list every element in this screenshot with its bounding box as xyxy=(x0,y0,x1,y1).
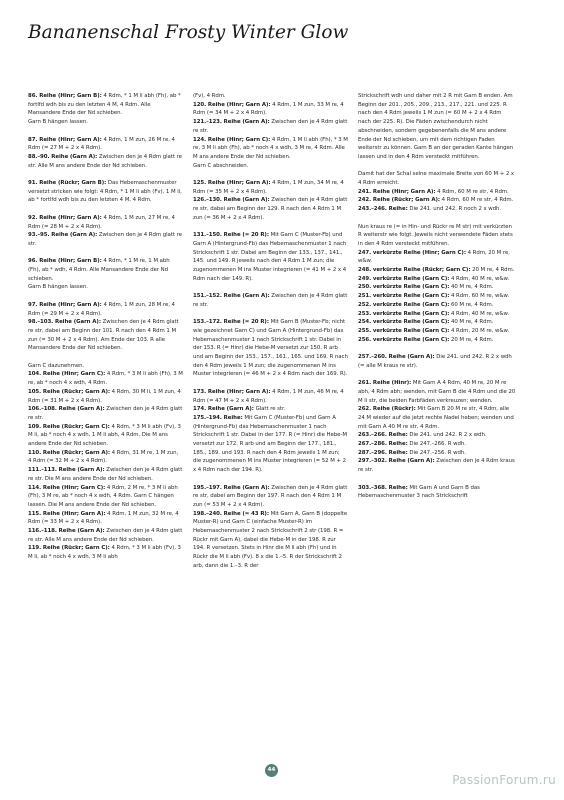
instruction-paragraph xyxy=(28,257,183,292)
instruction-paragraph xyxy=(193,179,348,196)
row-heading: 250. verkürzte Reihe (Garn C): xyxy=(358,284,450,291)
instruction-paragraph xyxy=(193,231,348,283)
instruction-paragraph xyxy=(358,449,516,458)
row-instruction-text: 4 Rdm, 20 M re, w&w. xyxy=(449,327,510,334)
row-heading: 91. Reihe (Rückr; Garn B): xyxy=(28,180,107,186)
row-instruction-text: Mit Garn C (Muster-Fb) und Garn A (Hintergrund-Fb) das Hebemaschenmuster 1 nach Strickschrift 1 str. Dabei am Beginn der 133., 137., 141., 145. und 149. R jeweils nach den 4 Rdm 1 M zun; die zugenommenen M ins Muster integrieren (= 41 M + 2 x 4 Rdm nach der 149. R). xyxy=(193,232,347,282)
text-column-2 xyxy=(193,92,348,571)
row-heading: 287.–296. Reihe: xyxy=(358,449,408,456)
row-heading: 251. verkürzte Reihe (Garn C): xyxy=(358,293,450,300)
instruction-paragraph xyxy=(28,544,183,561)
row-heading: 195.–197. Reihe (Garn A): xyxy=(193,484,270,491)
row-instruction-text: 4 Rdm, 1 M zun, 33 M re, 4 Rdm (= 34 M + 2 x 4 Rdm). xyxy=(193,101,344,117)
row-instruction-text: Zwischen den je 4 Rdm glatt re str. Alle M ans andere Ende der Nd schieben. xyxy=(28,528,183,543)
row-instruction-text: 4 Rdm, 1 M zun, 32 M re, 4 Rdm (= 33 M + 2 x 4 Rdm). xyxy=(28,510,179,526)
instruction-paragraph xyxy=(193,101,348,118)
instruction-paragraph xyxy=(193,405,348,414)
text-column-1 xyxy=(28,92,183,562)
instruction-paragraph xyxy=(193,510,348,571)
row-instruction-text: 4 Rdm, 60 M re str, 4 Rdm. xyxy=(435,188,509,195)
row-instruction-text: 4 Rdm, 40 M re, w&w. xyxy=(449,275,510,282)
instruction-paragraph xyxy=(193,318,348,379)
row-instruction-text: 4 Rdm, 1 M zun, 46 M re, 4 Rdm (= 47 M + 2 x 4 Rdm). xyxy=(193,388,344,404)
row-instruction-text: Zwischen den je 4 Rdm glatt re str. Die M ans andere Ende der Nd schieben. xyxy=(28,467,183,482)
row-heading: 92. Reihe (Hinr; Garn A): xyxy=(28,214,102,221)
row-heading: 115. Reihe (Hinr; Garn A): xyxy=(28,510,106,517)
row-instruction-text: Mit Garn A, Garn B (doppelte Muster-R) und Garn C (einfache Muster-R) im Hebemaschenmuster 2 nach Strickschrift 2 str (198. R = Rückr mit Garn A), dabei die Hebe-M in der 198. R zur 194. R versetzen. Stets in Hinr die M li abh (Fh) und in Rückr die M li abh (Fv). 8 x die 1.–5. R der Strickschrift 2 arb, dann die 1.–3. R der xyxy=(193,510,348,569)
instruction-paragraph xyxy=(358,353,516,370)
row-instruction-text: Mit Garn B 20 M re str, 4 Rdm, alle 24 M wieder auf die jetzt rechte Nadel heben; wenden und mit Garn A 40 M re str, 4 Rdm. xyxy=(358,406,514,430)
row-instruction-text: 4 Rdm, * 3 M li abh (Fv), 3 M li, ab * noch 4 x wdh, 1 M li abh, 4 Rdm. Die M ans andere Ende der Nd schieben. xyxy=(28,423,181,448)
instruction-paragraph xyxy=(193,196,348,222)
row-instruction-text: Zwischen den je 4 Rdm glatt re str. xyxy=(28,406,183,421)
row-heading: 110. Reihe (Rückr; Garn A): xyxy=(28,449,111,456)
instruction-paragraph xyxy=(28,484,183,510)
row-heading: 120. Reihe (Hinr; Garn A): xyxy=(193,101,271,108)
row-heading: 198.–240. Reihe (= 43 R): xyxy=(193,510,269,517)
row-heading: 262. Reihe (Rückr): xyxy=(358,406,416,413)
row-heading: 121.–123. Reihe (Garn A): xyxy=(193,119,270,126)
row-heading: 249. verkürzte Reihe (Garn C): xyxy=(358,275,450,282)
row-heading: 297.–302. Reihe (Garn A): xyxy=(358,458,435,465)
row-instruction-text: 4 Rdm, 31 M re, 1 M zun, 4 Rdm (= 32 M + 2 x 4 Rdm). xyxy=(28,449,179,465)
instruction-paragraph xyxy=(358,327,516,336)
row-instruction-text: Zwischen den je 4 Rdm glatt re str. xyxy=(193,119,348,134)
instruction-paragraph xyxy=(358,484,516,501)
instruction-paragraph xyxy=(28,179,183,205)
row-heading: 93.–95. Reihe (Garn A): xyxy=(28,232,98,239)
row-instruction-text: 4 Rdm, 60 M re str, 4 Rdm. xyxy=(440,197,514,204)
row-instruction-text: 20 M re, 4 Rdm. xyxy=(449,336,494,343)
instruction-paragraph xyxy=(358,301,516,310)
instruction-paragraph xyxy=(193,388,348,405)
row-heading: 255. verkürzte Reihe (Garn C): xyxy=(358,327,450,334)
instruction-paragraph xyxy=(28,423,183,449)
row-instruction-text: Zwischen den je 4 Rdm glatt re str, dabei am Beginn der 197. R nach den 4 Rdm 1 M zun (= 53 M + 2 x 4 Rdm). xyxy=(193,484,348,508)
row-instruction-text: Zwischen den je 4 Rdm kraus re str. xyxy=(358,458,515,474)
row-heading: 126.–130. Reihe (Garn A): xyxy=(193,197,270,204)
instruction-paragraph xyxy=(28,449,183,466)
instruction-paragraph xyxy=(358,310,516,319)
instruction-paragraph xyxy=(358,440,516,449)
row-instruction-text: 4 Rdm, * 1 M li abh (Fh), ab * fortlfd wdh bis zu den letzten 4 M, 4 Rdm. Alle Mansandere Ende der Nd schieben. Garn B hängen lassen. xyxy=(28,93,181,126)
instruction-paragraph xyxy=(358,379,516,405)
row-heading: 248. verkürzte Reihe (Rückr; Garn C): xyxy=(358,267,471,274)
row-heading: 267.–286. Reihe: xyxy=(358,441,408,448)
instruction-paragraph xyxy=(193,292,348,309)
row-instruction-text: Garn C dazunehmen. xyxy=(28,362,85,369)
row-instruction-text: Zwischen den je 4 Rdm glatt re str. Alle M ans andere Ende der Nd schieben. xyxy=(28,153,182,169)
row-heading: 86. Reihe (Hinr; Garn B): xyxy=(28,93,102,99)
instruction-paragraph xyxy=(358,205,516,214)
instruction-paragraph xyxy=(28,136,183,153)
instruction-paragraph xyxy=(193,118,348,135)
instruction-paragraph xyxy=(28,362,183,371)
row-heading: 125. Reihe (Hinr; Garn A): xyxy=(193,180,271,187)
row-instruction-text: Mit Garn B (Muster-Fb; nicht wie gezeichnet Garn C) und Garn A (Hintergrund-Fb) das Hebemaschenmuster 1 nach Strickschrift 1 str. Dabei in der 153. R (= Hinr) die Hebe-M versetzt zur 150. R arb und am Beginn der 153., 157., 161., 165. und 169. R nach den 4 Rdm jeweils 1 M zun; die zugenommenen M ins Muster integrieren (= 46 M + 2 x 4 Rdm nach der 169. R). xyxy=(193,319,348,378)
instruction-paragraph xyxy=(28,510,183,527)
watermark: PassionForum.ru xyxy=(452,773,556,787)
row-heading: 253. verkürzte Reihe (Garn C): xyxy=(358,310,450,317)
row-instruction-text: Strickschrift wdh und daher mit 2 R mit Garn B enden. Am Beginn der 201., 205., 209., 213., 217., 221. und 225. R nach den 4 Rdm jeweils 1 M zun (= 60 M + 2 x 4 Rdm nach der 225. R). Die Fäden zwischendurch nicht abschneiden, sondern gegebenenfalls die M ans andere Ende der Nd schieben, um mit dem richtigen Faden weiterstr zu können. Garn B an der geraden Kante hängen lassen und in den 4 Rdm versteckt mitführen. xyxy=(358,93,514,160)
row-instruction-text: Mit Garn A 4 Rdm, 40 M re, 20 M re abh, 4 Rdm abh; wenden, mit Garn B die 4 Rdm und die 20 M li str, die beiden Farbfäden verkreuzen; wenden. xyxy=(358,380,516,404)
instruction-paragraph xyxy=(28,318,183,353)
row-heading: 96. Reihe (Hinr; Garn B): xyxy=(28,258,102,265)
instruction-paragraph xyxy=(28,231,183,248)
row-instruction-text: 4 Rdm, 1 M zun, 34 M re, 4 Rdm (= 35 M + 2 x 4 Rdm). xyxy=(193,180,344,195)
instruction-paragraph xyxy=(28,388,183,405)
row-heading: 88.–90. Reihe (Garn A): xyxy=(28,153,98,160)
instruction-paragraph xyxy=(28,370,183,387)
row-heading: 109. Reihe (Rückr; Garn C): xyxy=(28,423,110,430)
instruction-paragraph xyxy=(28,405,183,422)
row-heading: 106.–108. Reihe (Garn A): xyxy=(28,406,105,413)
row-instruction-text: 4 Rdm, 1 M zun, 26 M re, 4 Rdm (= 27 M + 2 x 4 Rdm). xyxy=(28,136,175,152)
row-heading: 175.–194. Reihe: xyxy=(193,414,243,421)
row-instruction-text: Mit Garn A und Garn B das Hebemaschenmuster 3 nach Strickschrift xyxy=(358,484,480,500)
row-instruction-text: Die 241. und 242. R 2 x wdh. xyxy=(407,432,487,439)
row-heading: 174. Reihe (Garn A): xyxy=(193,406,254,413)
row-heading: 303.–368. Reihe: xyxy=(358,484,408,491)
row-heading: 243.–246. Reihe: xyxy=(358,206,408,213)
instruction-paragraph xyxy=(358,431,516,440)
row-heading: 124. Reihe (Hinr; Garn C): xyxy=(193,136,271,143)
row-instruction-text: 60 M re, 4 Rdm. xyxy=(449,301,494,308)
instruction-paragraph xyxy=(358,336,516,345)
instruction-paragraph xyxy=(358,170,516,187)
instruction-paragraph xyxy=(193,92,348,101)
row-instruction-text: Zwischen den je 4 Rdm glatt re str, dabei am Beginn der 129. R nach den 4 Rdm 1 M zun (= 36 M + 2 x 4 Rdm). xyxy=(193,197,348,221)
row-heading: 257.–260. Reihe (Garn A): xyxy=(358,354,435,361)
instruction-paragraph xyxy=(28,214,183,231)
text-column-3 xyxy=(358,92,516,501)
instruction-paragraph xyxy=(358,275,516,284)
row-instruction-text: 40 M re, 4 Rdm. xyxy=(449,319,494,326)
row-heading: 98.–103. Reihe (Garn A): xyxy=(28,319,101,326)
instruction-paragraph xyxy=(193,136,348,171)
row-heading: 131.–150. Reihe (= 20 R): xyxy=(193,232,269,239)
row-instruction-text: 4 Rdm, 1 M zun, 27 M re, 4 Rdm (= 28 M + 2 x 4 Rdm). xyxy=(28,214,175,230)
instruction-paragraph xyxy=(358,457,516,474)
instruction-paragraph xyxy=(358,292,516,301)
row-instruction-text: 4 Rdm, 1 M zun, 28 M re, 4 Rdm (= 29 M + 2 x 4 Rdm). xyxy=(28,301,175,317)
row-heading: 87. Reihe (Hinr; Garn A): xyxy=(28,136,102,143)
instruction-paragraph xyxy=(28,466,183,483)
row-instruction-text: Zwischen den je 4 Rdm glatt re str, dabei am Beginn der 101. R nach den 4 Rdm 1 M zun (= 30 M + 2 x 4 Rdm). Am Ende der 103. R alle Mansandere Ende der Nd schieben. xyxy=(28,319,179,352)
row-instruction-text: Zwischen den je 4 Rdm glatt re str. xyxy=(193,293,348,308)
instruction-paragraph xyxy=(28,153,183,170)
row-instruction-text: Die 241. und 242. R noch 2 x wdh. xyxy=(407,206,502,213)
instruction-paragraph xyxy=(358,405,516,431)
row-heading: 104. Reihe (Hinr; Garn C): xyxy=(28,371,106,378)
instruction-paragraph xyxy=(358,266,516,275)
row-instruction-text: Die 241. und 242. R 2 x wdh (= alle M kraus re str). xyxy=(358,354,512,369)
row-heading: 119. Reihe (Rückr; Garn C): xyxy=(28,545,110,552)
row-instruction-text: Die 247.–256. R wdh. xyxy=(407,449,466,456)
instruction-paragraph xyxy=(358,196,516,205)
row-instruction-text: Mit Garn C (Muster-Fb) und Garn A (Hintergrund-Fb) das Hebemaschenmuster 1 nach Strickschrift 1 str. Dabei in der 177. R (= Hinr) die Hebe-M versetzt zur 172. R arb und am Beginn der 177., 181., 185., 189. und 193. R nach den 4 Rdm jeweils 1 M zun; die zugenommenen M ins Muster integrieren (= 52 M + 2 x 4 Rdm nach der 194. R). xyxy=(193,414,347,474)
row-heading: 114. Reihe (Hinr; Garn C): xyxy=(28,484,106,491)
row-instruction-text: Das Hebemaschenmuster versetzt stricken wie folgt: 4 Rdm, * 1 M li abh (Fv), 1 M li, ab * fortlfd wdh bis zu den letzten 4 M, 4 Rdm. xyxy=(28,180,182,204)
instruction-paragraph xyxy=(358,318,516,327)
instruction-paragraph xyxy=(358,249,516,266)
row-heading: 105. Reihe (Rückr; Garn A): xyxy=(28,388,111,395)
row-instruction-text: 4 Rdm, 30 M li, 1 M zun, 4 Rdm (= 31 M + 2 x 4 Rdm). xyxy=(28,388,181,404)
row-instruction-text: 4 Rdm, 2 M re, * 3 M li abh (Fh), 3 M re, ab * noch 4 x wdh, 4 Rdm. Garn C hängen lassen. Die M ans andere Ende der Nd schieben. xyxy=(28,484,178,508)
row-instruction-text: 4 Rdm, 60 M re, w&w. xyxy=(449,293,510,300)
row-instruction-text: 4 Rdm, 40 M re, w&w. xyxy=(449,310,510,317)
instruction-paragraph xyxy=(358,92,516,162)
instruction-paragraph xyxy=(358,188,516,197)
row-instruction-text: Zwischen den je 4 Rdm glatt re str. xyxy=(28,232,182,247)
row-instruction-text: 4 Rdm, * 3 M li abh (Fh), 3 M re, ab * noch 4 x wdh, 4 Rdm. xyxy=(28,371,183,387)
row-instruction-text: Nun kraus re (= in Hin- und Rückr re M str) mit verkürzten R weiterstr wie folgt. Jeweils nicht verwendete Fäden stets in den 4 Rdm versteckt mitführen. xyxy=(358,223,513,247)
row-heading: 97. Reihe (Hinr; Garn A): xyxy=(28,301,102,308)
page-title: Bananenschal Frosty Winter Glow xyxy=(28,22,349,43)
row-instruction-text: 20 M re, 4 Rdm. xyxy=(470,267,515,274)
row-heading: 247. verkürzte Reihe (Hinr; Garn C): xyxy=(358,249,466,256)
row-heading: 153.–172. Reihe (= 20 R): xyxy=(193,319,269,326)
row-heading: 241. Reihe (Hinr; Garn A): xyxy=(358,188,436,195)
row-heading: 116.–118. Reihe (Garn A): xyxy=(28,528,105,535)
instruction-paragraph xyxy=(358,283,516,292)
row-instruction-text: 4 Rdm, 20 M re, w&w. xyxy=(358,249,510,265)
page-number-badge: 44 xyxy=(265,764,278,777)
row-instruction-text: 4 Rdm, 1 M li abh (Fh), * 3 M re, 3 M li abh (Fh), ab * noch 4 x wdh, 3 M re, 4 Rdm. Alle M ans andere Ende der Nd schieben. Garn C abschneiden. xyxy=(193,136,348,169)
row-heading: 261. Reihe (Hinr): xyxy=(358,380,412,387)
row-heading: 256. verkürzte Reihe (Garn C): xyxy=(358,336,450,343)
row-instruction-text: (Fv), 4 Rdm. xyxy=(193,93,226,99)
row-instruction-text: Damit hat der Schal seine maximale Breite von 60 M + 2 x 4 Rdm erreicht. xyxy=(358,171,515,187)
instruction-paragraph xyxy=(193,414,348,475)
row-heading: 242. Reihe (Rückr; Garn A): xyxy=(358,197,441,204)
instruction-paragraph xyxy=(358,223,516,249)
row-instruction-text: Die 247.–266. R wdh. xyxy=(407,441,466,448)
row-heading: 111.–113. Reihe (Garn A): xyxy=(28,467,105,474)
row-instruction-text: 4 Rdm, * 1 M re, 1 M abh (Fh), ab * wdh, 4 Rdm. Alle Mansandere Ende der Nd schieben. Garn B hängen lassen. xyxy=(28,258,170,291)
instruction-paragraph xyxy=(28,301,183,318)
instruction-paragraph xyxy=(28,92,183,127)
row-instruction-text: 4 Rdm, * 3 M li abh (Fv), 3 M li, ab * noch 4 x wdh, 3 M li abh xyxy=(28,545,181,561)
row-instruction-text: 40 M re, 4 Rdm. xyxy=(449,284,494,291)
row-instruction-text: Glatt re str. xyxy=(253,406,286,413)
instruction-paragraph xyxy=(193,484,348,510)
row-heading: 173. Reihe (Hinr; Garn A): xyxy=(193,388,271,395)
row-heading: 263.–266. Reihe: xyxy=(358,432,408,439)
row-heading: 254. verkürzte Reihe (Garn C): xyxy=(358,319,450,326)
row-heading: 151.–152. Reihe (Garn A): xyxy=(193,293,270,300)
instruction-paragraph xyxy=(28,527,183,544)
row-heading: 252. verkürzte Reihe (Garn C): xyxy=(358,301,450,308)
